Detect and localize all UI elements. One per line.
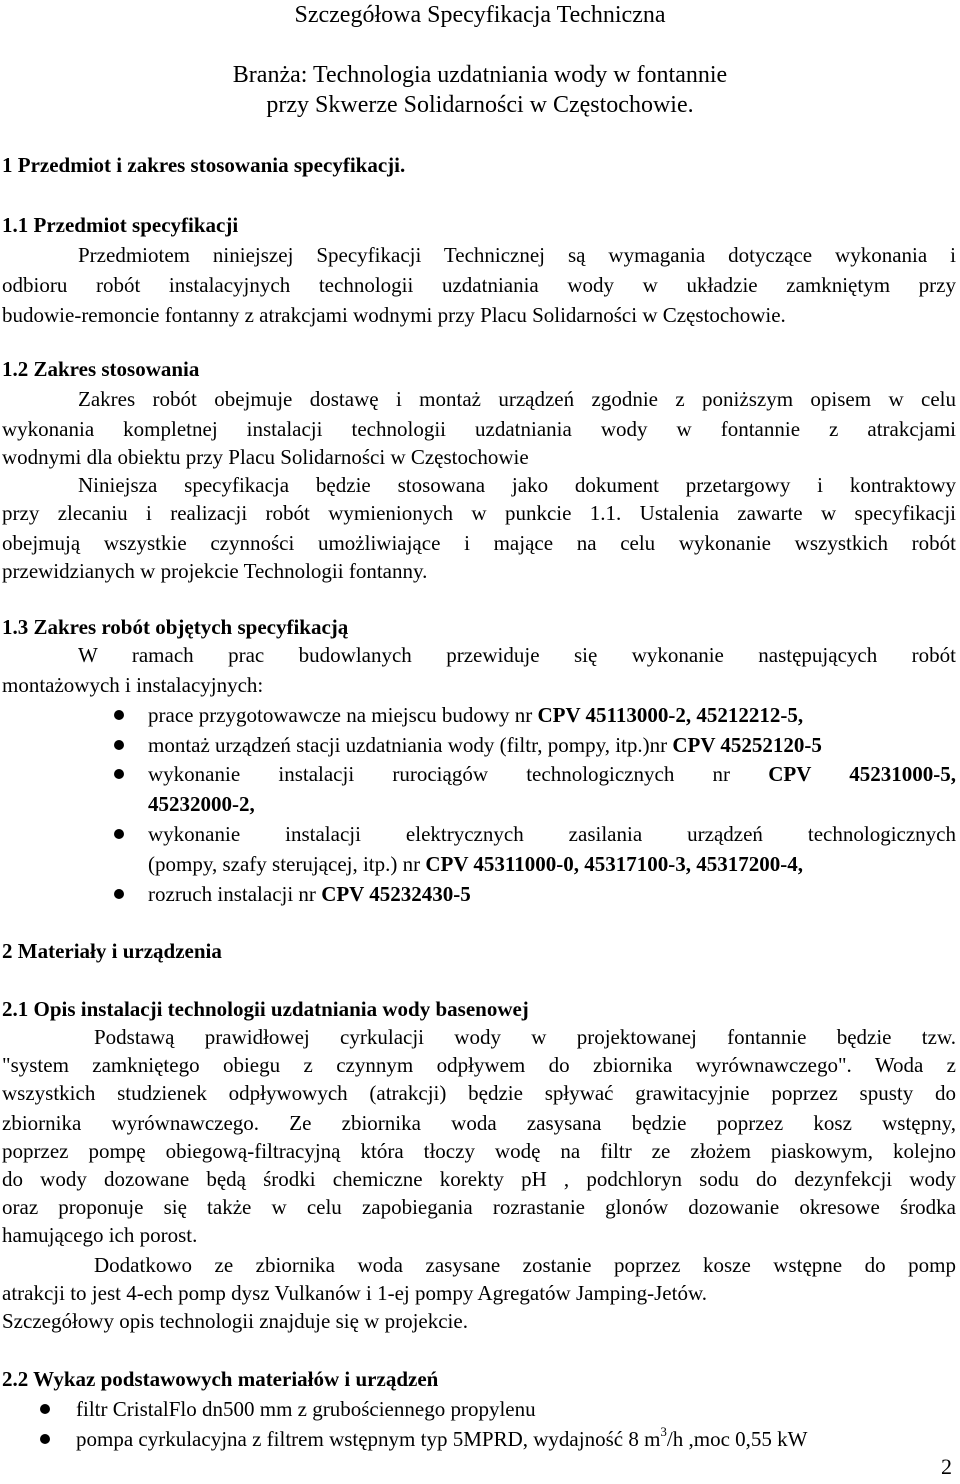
paragraph-line: budowie-remoncie fontanny z atrakcjami wodnymi przy Placu Solidarności w Częstochowie. bbox=[2, 303, 786, 327]
paragraph-line: Przedmiotem niniejszej Specyfikacji Technicznej są wymagania dotyczące wykonania i bbox=[78, 243, 956, 267]
paragraph-line: przewidzianych w projekcie Technologii fontanny. bbox=[2, 559, 428, 583]
bullet-icon bbox=[114, 740, 124, 750]
section-1-3-heading: 1.3 Zakres robót objętych specyfikacją bbox=[2, 615, 349, 639]
bullet-icon bbox=[114, 769, 124, 779]
section-1-2-heading: 1.2 Zakres stosowania bbox=[2, 357, 200, 381]
section-2-2-heading: 2.2 Wykaz podstawowych materiałów i urządzeń bbox=[2, 1367, 439, 1391]
section-1-1-heading: 1.1 Przedmiot specyfikacji bbox=[2, 213, 239, 237]
bullet-icon bbox=[40, 1434, 50, 1444]
list-item: pompa cyrkulacyjna z filtrem wstępnym typ 5MPRD, wydajność 8 $m^3/h$ ,moc 0,55 kW bbox=[76, 1424, 808, 1451]
list-item: rozruch instalacji nr CPV 45232430-5 bbox=[148, 882, 471, 906]
list-item-continuation: 45232000-2, bbox=[148, 792, 255, 816]
list-item-continuation: (pompy, szafy sterującej, itp.) nr CPV 45311000-0, 45317100-3, 45317200-4, bbox=[148, 852, 803, 876]
document-subtitle-line-1: Branża: Technologia uzdatniania wody w fontannie bbox=[232, 62, 728, 88]
paragraph-line: przy zlecaniu i realizacji robót wymienionych w punkcie 1.1. Ustalenia zawarte w specyfikacji bbox=[2, 501, 956, 525]
paragraph-line: do wody dozowane będą środki chemiczne korekty pH , podchloryn sodu do dezynfekcji wody bbox=[2, 1167, 956, 1191]
paragraph-line: poprzez pompę obiegową-filtracyjną która tłoczy wodę na filtr ze złożem piaskowym, kolejno bbox=[2, 1139, 956, 1163]
list-item: wykonanie instalacji elektrycznych zasilania urządzeń technologicznych bbox=[148, 822, 956, 846]
paragraph-line: obejmują wszystkie czynności umożliwiające i mające na celu wykonanie wszystkich robót bbox=[2, 531, 956, 555]
paragraph-line: oraz proponuje się także w celu zapobiegania rozrastanie glonów dozowanie okresowe środka bbox=[2, 1195, 956, 1219]
document-title: Szczegółowa Specyfikacja Techniczna bbox=[294, 2, 666, 28]
list-item: wykonanie instalacji rurociągów technologicznych nr CPV 45231000-5, bbox=[148, 762, 956, 786]
list-item: montaż urządzeń stacji uzdatniania wody (filtr, pompy, itp.)nr CPV 45252120-5 bbox=[148, 733, 822, 757]
paragraph-line: "system zamkniętego obiegu z czynnym odpływem do zbiornika wyrównawczego". Woda z bbox=[2, 1053, 956, 1077]
list-item: filtr CristalFlo dn500 mm z grubościennego propylenu bbox=[76, 1397, 536, 1421]
paragraph-line: wykonania kompletnej instalacji technologii uzdatniania wody w fontannie z atrakcjami bbox=[2, 417, 956, 441]
paragraph-line: Szczegółowy opis technologii znajduje się w projekcie. bbox=[2, 1309, 468, 1333]
paragraph-line: Zakres robót obejmuje dostawę i montaż urządzeń zgodnie z poniższym opisem w celu bbox=[78, 387, 956, 411]
bullet-icon bbox=[114, 829, 124, 839]
paragraph-line: Niniejsza specyfikacja będzie stosowana jako dokument przetargowy i kontraktowy bbox=[78, 473, 956, 497]
list-item: prace przygotowawcze na miejscu budowy nr CPV 45113000-2, 45212212-5, bbox=[148, 703, 804, 727]
section-2-heading: 2 Materiały i urządzenia bbox=[2, 939, 222, 963]
paragraph-line: Dodatkowo ze zbiornika woda zasysane zostanie poprzez kosze wstępne do pomp bbox=[94, 1253, 956, 1277]
bullet-icon bbox=[114, 710, 124, 720]
paragraph-line: odbioru robót instalacyjnych technologii uzdatniania wody w układzie zamkniętym przy bbox=[2, 273, 956, 297]
bullet-icon bbox=[114, 889, 124, 899]
paragraph-line: Podstawą prawidłowej cyrkulacji wody w projektowanej fontannie będzie tzw. bbox=[94, 1025, 956, 1049]
paragraph-line: W ramach prac budowlanych przewiduje się wykonanie następujących robót bbox=[78, 643, 956, 667]
paragraph-line: zbiornika wyrównawczego. Ze zbiornika woda zasysana będzie poprzez kosz wstępny, bbox=[2, 1111, 956, 1135]
paragraph-line: montażowych i instalacyjnych: bbox=[2, 673, 264, 697]
paragraph-line: atrakcji to jest 4-ech pomp dysz Vulkanów i 1-ej pompy Agregatów Jamping-Jetów. bbox=[2, 1281, 708, 1305]
paragraph-line: wodnymi dla obiektu przy Placu Solidarności w Częstochowie bbox=[2, 445, 529, 469]
document-subtitle-line-2: przy Skwerze Solidarności w Częstochowie. bbox=[266, 92, 694, 118]
page-number: 2 bbox=[941, 1454, 952, 1479]
superscript: 3 bbox=[660, 1424, 667, 1439]
paragraph-line: hamującego ich porost. bbox=[2, 1223, 198, 1247]
paragraph-line: wszystkich studzienek odpływowych (atrakcji) będzie spływać grawitacyjnie poprzez spusty do bbox=[2, 1081, 956, 1105]
section-2-1-heading: 2.1 Opis instalacji technologii uzdatniania wody basenowej bbox=[2, 997, 529, 1021]
bullet-icon bbox=[40, 1404, 50, 1414]
section-1-heading: 1 Przedmiot i zakres stosowania specyfikacji. bbox=[2, 153, 406, 177]
